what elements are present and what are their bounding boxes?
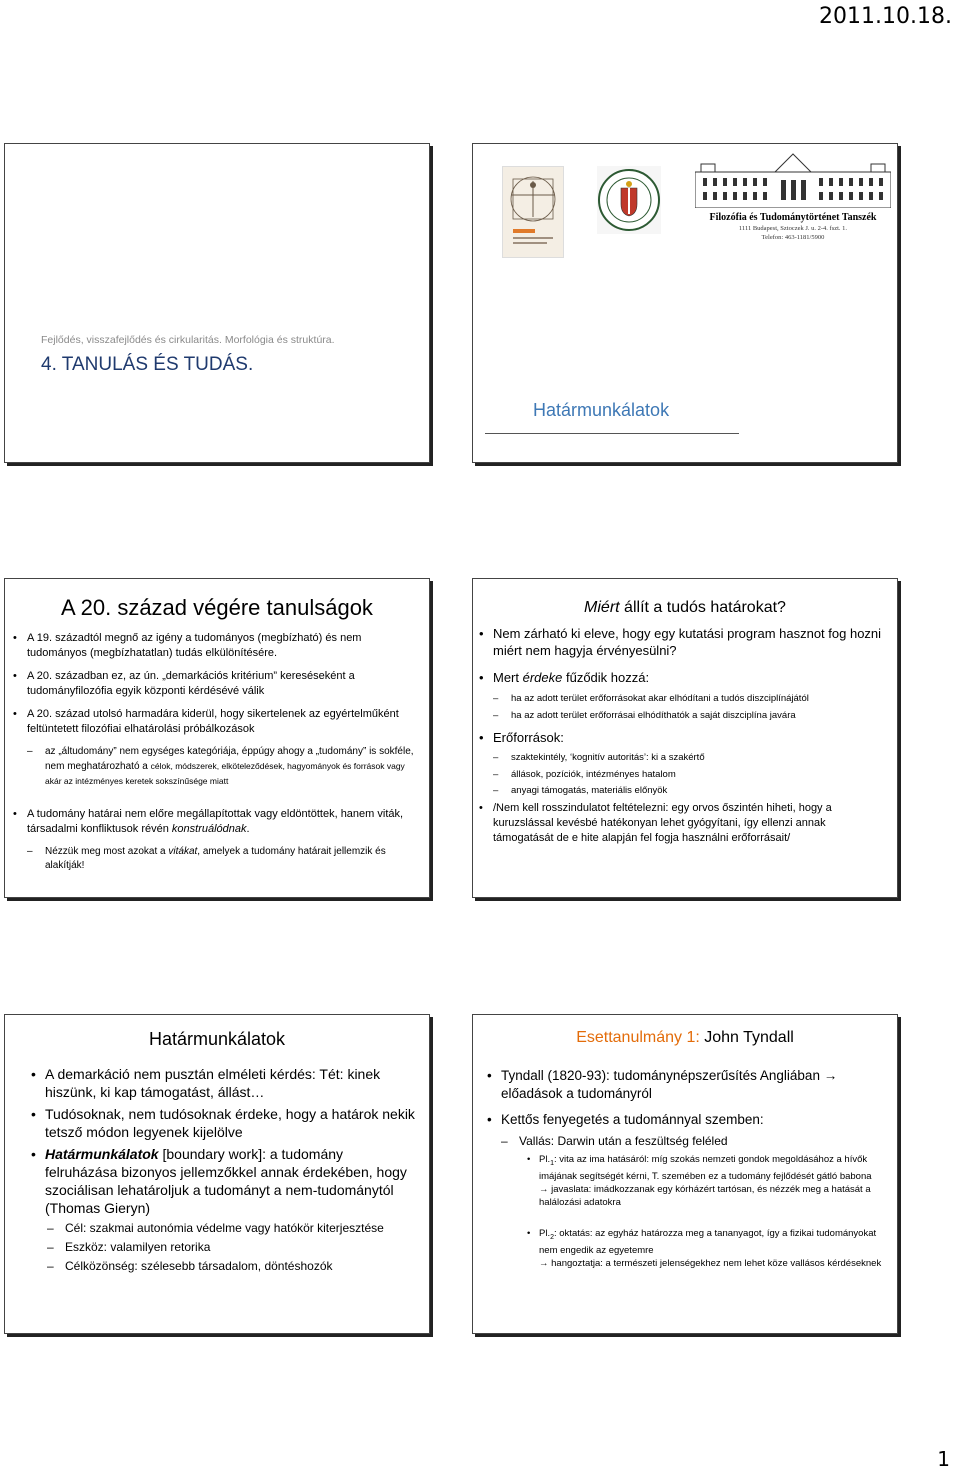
bullet-dash: – xyxy=(47,1240,54,1254)
bullet-text: szaktekintély, ‘kognitív autoritás’: ki a szakértő xyxy=(511,752,705,763)
subscript: 2 xyxy=(550,1233,554,1241)
bullet xyxy=(13,707,417,737)
bullet-emphasis: vitákat xyxy=(168,846,198,857)
bullet-dash: – xyxy=(493,693,499,704)
sub-bullet xyxy=(501,1133,895,1149)
bullet-dot: • xyxy=(479,802,483,814)
bullet-text: : vita az ima hatásáról: míg szokás nemzeti gondok megoldásához a hívők imájának segítségét kérni, T. szemében ez a tudomány fejlődését gátló babona xyxy=(539,1154,872,1182)
address-line: 1111 Budapest, Sztoczek J. u. 2-4. fszt. 1. xyxy=(738,225,848,232)
slide-title-text: A 20. század végére tanulságok xyxy=(61,595,373,620)
bullet-dash: – xyxy=(493,710,499,721)
bullet-text: A 20. században ez, az ún. „demarkációs kritérium” kereséseként a tudományfilozófia egyik központi kérdésévé válik xyxy=(27,670,355,697)
bullet-dot: • xyxy=(13,708,17,720)
bullet-text: javaslata: imádkozzanak egy kórházért tartósan, és nézzék meg a hatását a halálozási adatokra xyxy=(539,1183,871,1208)
bullet-text: . xyxy=(246,823,250,835)
bullet-text: A 19. századtól megnő az igény a tudományos (megbízható) és nem tudományos (megbízhatatlan) tudás elkülönítésére. xyxy=(27,632,362,659)
subscript: 1 xyxy=(550,1159,554,1167)
bullet-text: ha az adott terület erőforrásokat akar elhódítani a tudós diszciplínájától xyxy=(511,693,809,704)
sub-bullet xyxy=(47,1239,421,1255)
bullet-dot: • xyxy=(31,1066,36,1082)
bullet-text: Célközönség: szélesebb társadalom, döntéshozók xyxy=(65,1259,333,1273)
slide-title-text xyxy=(473,1029,897,1047)
bullet-dash: – xyxy=(47,1259,54,1273)
bullet-text: előadások a tudományról xyxy=(501,1086,652,1101)
slide-title-text: Határmunkálatok xyxy=(533,400,670,420)
bullet-text: A demarkáció nem pusztán elméleti kérdés: Tét: kinek hiszünk, ki kap támogatást, állást… xyxy=(45,1066,381,1100)
sub-bullet xyxy=(493,709,891,722)
bullet-text: Tyndall (1820-93): tudománynépszerűsítés Angliában xyxy=(501,1068,824,1083)
sub-bullet xyxy=(47,1258,421,1274)
building-logo xyxy=(695,150,891,208)
bullet-dot: • xyxy=(13,808,17,820)
bullet-text: Vallás: Darwin után a feszültség feléled xyxy=(519,1134,728,1148)
bullet-dot: • xyxy=(13,670,17,682)
bullet xyxy=(31,1065,417,1101)
bullet-text: A 20. század utolsó harmadára kiderül, hogy sikertelenek az egyértelműként feltüntetett filozófiai elhatárolási próbálkozások xyxy=(27,708,399,735)
bullet-dot: • xyxy=(479,626,484,641)
bullet-text: állások, pozíciók, intézményes hatalom xyxy=(511,769,676,780)
sub-bullet xyxy=(493,692,891,705)
slide-title-text xyxy=(473,599,897,617)
bullet-dash: – xyxy=(501,1134,508,1148)
slide-boundary-work xyxy=(4,1014,430,1334)
bullet-dot: • xyxy=(31,1106,36,1122)
department-address xyxy=(695,224,891,242)
bullet-dot: • xyxy=(479,670,484,685)
title-rest: John Tyndall xyxy=(699,1029,794,1046)
bullet-dot: • xyxy=(13,632,17,644)
bullet-text: Nem zárható ki eleve, hogy egy kutatási program hasznot fog hozni miért nem hagyja érvényesülni? xyxy=(493,626,882,658)
bullet xyxy=(479,801,889,846)
bullet-text: A tudomány határai nem előre megállapítottak vagy eldöntöttek, hanem viták, társadalmi konfliktusok révén xyxy=(27,808,404,835)
bullet xyxy=(13,669,417,699)
bullet-text: Tudósoknak, nem tudósoknak érdeke, hogy a határok nekik tetsző módon legyenek kijelölve xyxy=(45,1106,415,1140)
bullet-text: fűződik hozzá: xyxy=(562,670,650,685)
bullet-text: ha az adott terület erőforrásai elhódíthatók a saját diszciplína javára xyxy=(511,710,796,721)
bullet-text: az „áltudomány” nem egységes kategóriája, éppúgy ahogy a „tudomány” is sokféle, nem meghatározható a xyxy=(45,746,414,772)
slide-title-text: 4. TANULÁS ÉS TUDÁS. xyxy=(41,354,254,375)
bullet-text: Eszköz: valamilyen retorika xyxy=(65,1240,211,1254)
bullet-dash: – xyxy=(27,746,33,757)
bullet xyxy=(13,631,417,661)
arrow-icon: → xyxy=(539,1183,549,1195)
bullet-dash: – xyxy=(493,785,499,796)
bullet-dash: – xyxy=(47,1221,54,1235)
bullet-dash: – xyxy=(27,846,33,857)
phone-line: Telefon: 463-1181/5900 xyxy=(761,234,825,241)
bullet-dash: – xyxy=(493,752,499,763)
arrow-icon: → xyxy=(823,1068,838,1083)
bullet xyxy=(31,1105,417,1141)
bullet-text: Nézzük meg most azokat a xyxy=(45,846,169,857)
university-seal-logo xyxy=(597,166,661,234)
bullet-emphasis: Határmunkálatok xyxy=(45,1146,159,1162)
sub-bullet xyxy=(47,1220,421,1236)
bullet-emphasis: érdeke xyxy=(522,670,563,685)
sub-bullet xyxy=(27,745,415,789)
slide-case-study xyxy=(472,1014,898,1334)
sub-sub-bullet xyxy=(527,1227,885,1270)
bullet-text: Kettős fenyegetés a tudománnyal szemben: xyxy=(501,1112,764,1127)
title-emphasis: Miért xyxy=(584,599,620,616)
bullet-text: : oktatás: az egyház határozza meg a tananyagot, így a fizikai tudományokat nem engedik az egyetemre xyxy=(539,1228,877,1256)
bullet-text: Mert xyxy=(493,670,523,685)
bullet-dot: • xyxy=(527,1154,531,1165)
bullet-text-small: célok, módszerek, elköteleződések, hagyományok és források vagy akár az intézményes keretek sokszínűsége miatt xyxy=(45,761,405,786)
bullet xyxy=(479,729,889,746)
sub-bullet xyxy=(493,768,891,781)
page-number: 1 xyxy=(937,1447,950,1471)
bullet-emphasis: konstruálódnak xyxy=(171,823,247,835)
bullet-dash: – xyxy=(493,769,499,780)
bullet-text: , amelyek a tudomány határait jellemzik és alakítják! xyxy=(45,846,386,871)
bullet-text: Erőforrások: xyxy=(493,730,564,745)
bullet xyxy=(479,625,889,659)
sub-bullet xyxy=(27,845,415,873)
bullet xyxy=(487,1067,893,1103)
sub-bullet xyxy=(493,751,891,764)
title-rest: állít a tudós határokat? xyxy=(619,599,786,616)
slide-lessons xyxy=(4,578,430,898)
bullet-text: Cél: szakmai autonómia védelme vagy hatókör kiterjesztése xyxy=(65,1221,384,1235)
bullet xyxy=(479,669,889,686)
slide-department xyxy=(472,143,898,463)
vitruvian-logo xyxy=(502,166,564,258)
sub-bullet xyxy=(493,784,891,797)
page-date: 2011.10.18. xyxy=(819,4,952,29)
department-name: Filozófia és Tudománytörténet Tanszék xyxy=(709,212,877,223)
bullet-dot: • xyxy=(31,1146,36,1162)
slide-why-boundaries xyxy=(472,578,898,898)
bullet-dot: • xyxy=(527,1228,531,1239)
bullet xyxy=(487,1111,893,1129)
bullet-text: anyagi támogatás, materiális előnyök xyxy=(511,785,668,796)
title-rule xyxy=(485,433,739,434)
bullet-text: Pl. xyxy=(539,1154,551,1165)
title-accent: Esettanulmány 1: xyxy=(576,1029,700,1046)
bullet-dot: • xyxy=(487,1112,492,1127)
slide-title-text: Határmunkálatok xyxy=(148,1029,286,1049)
bullet-text: hangoztatja: a természeti jelenségekhez nem lehet köze vallásos kérdéseknek xyxy=(548,1257,882,1269)
bullet-text: [boundary work]: a tudomány felruházása bizonyos jellemzőkkel annak érdekében, hogy szociálisan lehatároljuk a tudományt a nem-tudománytól (Thomas Gieryn) xyxy=(45,1146,407,1216)
bullet-text: Pl. xyxy=(539,1228,551,1239)
bullet-text: /Nem kell rosszindulatot feltételezni: egy orvos őszintén hiheti, hogy a kuruzslással kevésbé hatékonyan lehet gyógyítani, így ellenzi annak támogatását de e hite alapján fel fogja használni erőforrásait/ xyxy=(493,802,832,844)
slide-title xyxy=(4,143,430,463)
arrow-icon: → xyxy=(539,1257,549,1269)
sub-sub-bullet xyxy=(527,1153,885,1209)
bullet-dot: • xyxy=(479,730,484,745)
slide-kicker: Fejlődés, visszafejlődés és cirkularitás. Morfológia és struktúra. xyxy=(41,334,335,346)
bullet xyxy=(13,807,417,837)
bullet-dot: • xyxy=(487,1068,492,1083)
bullet xyxy=(31,1145,417,1217)
